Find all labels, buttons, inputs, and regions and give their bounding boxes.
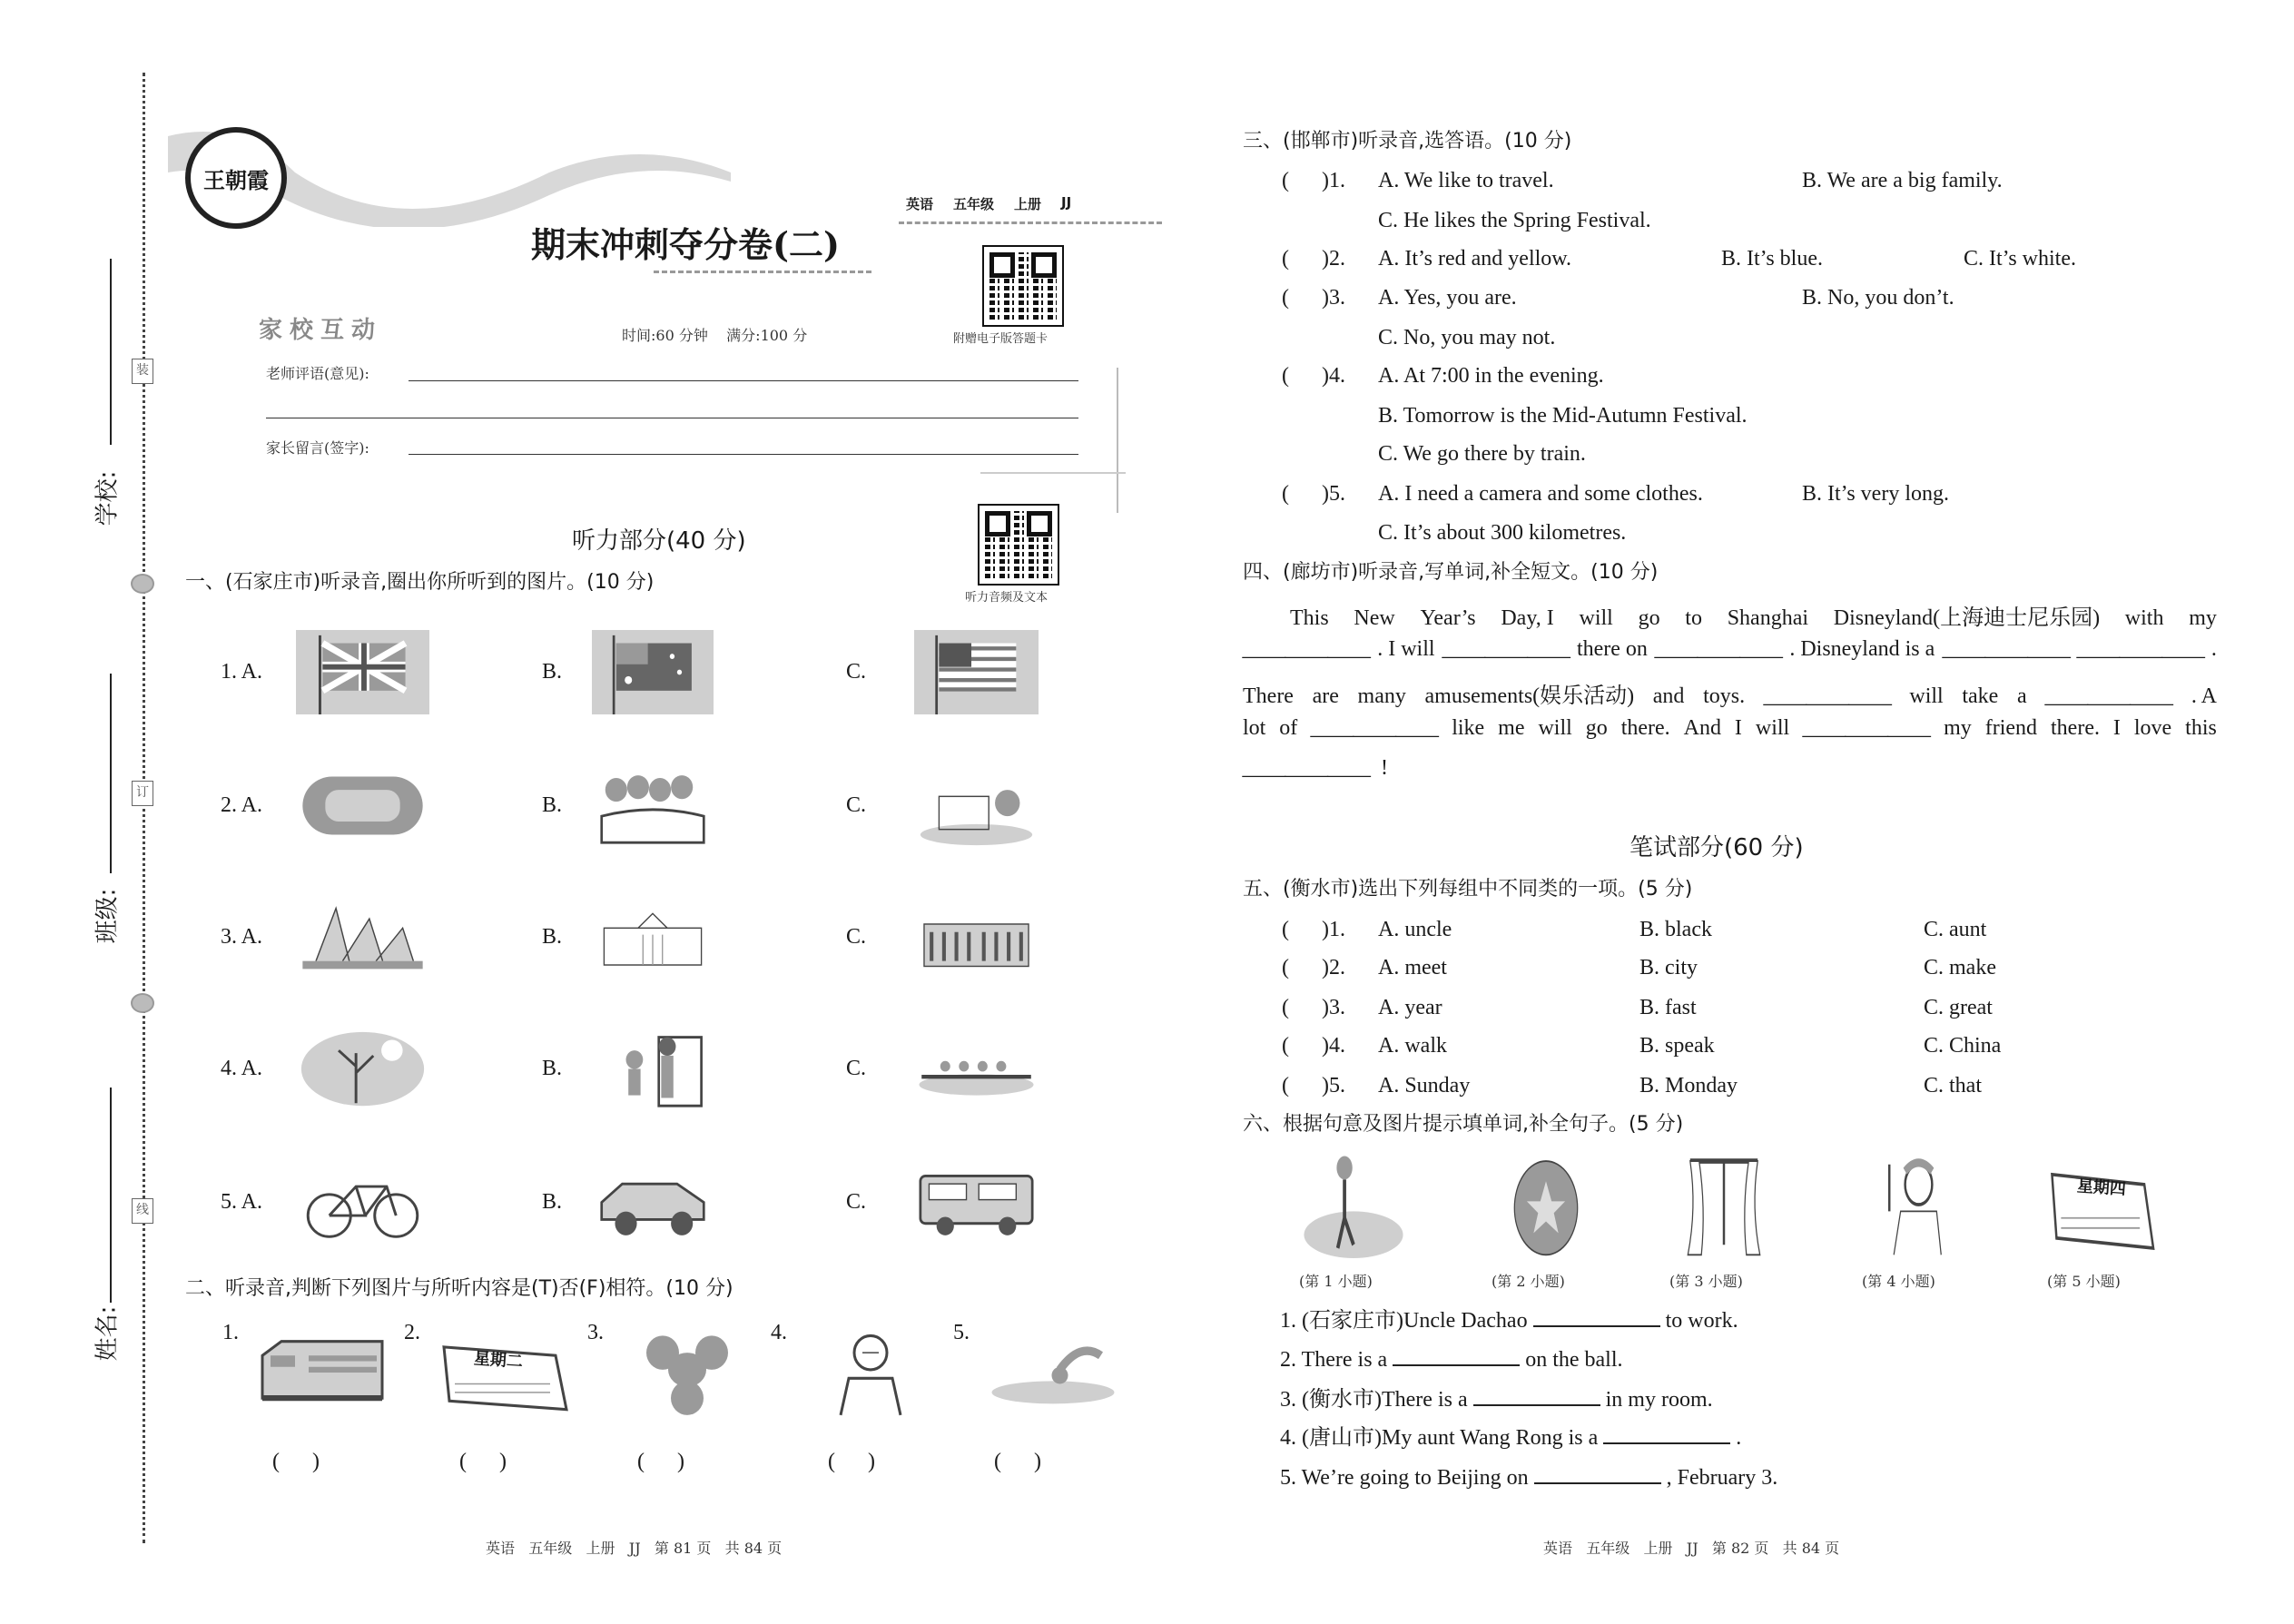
answer-parentheses: ( )3. xyxy=(1282,286,1345,310)
option-c-label: C. xyxy=(846,1057,867,1080)
answer-parentheses: ( )3. xyxy=(1282,996,1345,1019)
part4-heading: 四、(廊坊市)听录音,写单词,补全短文。(10 分) xyxy=(1243,561,1659,584)
fill-in-blank[interactable] xyxy=(1534,1462,1661,1484)
option-a-label: 5. A. xyxy=(221,1190,263,1214)
time-score-info: 时间:60 分钟 满分:100 分 xyxy=(622,327,808,344)
binding-hole-icon xyxy=(131,574,154,594)
picture-caption: (第 2 小题) xyxy=(1492,1273,1565,1290)
fill-in-blank[interactable]: ___ xyxy=(1243,637,1371,661)
tag-edition: JJ xyxy=(1061,194,1072,211)
passage-word: to xyxy=(1685,606,1702,630)
answer-card-qr-code[interactable] xyxy=(984,247,1062,325)
option-b: B. speak xyxy=(1639,1034,1715,1058)
passage-line xyxy=(1290,599,2217,631)
option-a-label: 1. A. xyxy=(221,660,263,684)
option-b-label: B. xyxy=(542,1057,563,1080)
option-b: B. We are a big family. xyxy=(1802,169,2003,192)
passage-word: there. xyxy=(2051,716,2100,740)
option-a: A. Yes, you are. xyxy=(1378,286,1517,310)
passage-line xyxy=(1243,677,2217,709)
white-house-picture[interactable] xyxy=(592,895,714,979)
option-a-label: 2. A. xyxy=(221,793,263,817)
part1-heading: 一、(石家庄市)听录音,圈出你所听到的图片。(10 分) xyxy=(185,571,655,594)
fill-in-blank[interactable] xyxy=(1393,1344,1520,1366)
school-label: 学校: xyxy=(94,470,122,527)
passage-word: Disneyland(上海迪士尼乐园) xyxy=(1833,606,2101,630)
fill-sentence xyxy=(1280,1305,1738,1334)
usa-flag-picture[interactable] xyxy=(914,630,1039,714)
passage-word: . I will xyxy=(1377,637,1435,661)
class-field-line[interactable] xyxy=(110,674,112,873)
fill-in-blank[interactable]: ___ xyxy=(1311,716,1439,740)
listening-audio-qr-code[interactable] xyxy=(980,506,1058,584)
passage-line xyxy=(1243,637,2217,662)
passage-word: Day, I xyxy=(1501,606,1554,630)
option-a: A. uncle xyxy=(1378,918,1452,941)
passage-word: And xyxy=(1683,716,1721,740)
sentence-start: 1. (石家庄市)Uncle Dachao xyxy=(1280,1309,1528,1333)
star-ball-picture[interactable] xyxy=(1490,1151,1602,1258)
item-number: 5. xyxy=(953,1321,970,1344)
sentence-start: 5. We’re going to Beijing on xyxy=(1280,1466,1529,1490)
nurse-picture[interactable] xyxy=(1860,1151,1973,1258)
tag-dash-decoration xyxy=(899,221,1162,224)
answer-parentheses: ( ) xyxy=(828,1450,875,1473)
passage-word: many xyxy=(1357,684,1406,708)
boy-walking-picture[interactable] xyxy=(1297,1151,1410,1258)
name-field-line[interactable] xyxy=(110,1088,112,1303)
fill-in-blank[interactable]: ___ xyxy=(1442,637,1570,661)
passage-word: take xyxy=(1962,684,1999,708)
picture-caption: (第 1 小题) xyxy=(1299,1273,1373,1290)
name-label: 姓名: xyxy=(94,1305,122,1362)
passage-word: I xyxy=(2112,716,2121,740)
fill-sentence xyxy=(1280,1462,1777,1491)
option-c: C. We go there by train. xyxy=(1378,442,1586,466)
book-tag xyxy=(906,194,1071,213)
answer-parentheses: ( ) xyxy=(994,1450,1041,1473)
dragon-boat-picture[interactable] xyxy=(914,1027,1039,1111)
swimmer-picture[interactable] xyxy=(985,1327,1121,1418)
fill-sentence xyxy=(1280,1422,1741,1451)
fill-in-blank[interactable]: ___ xyxy=(1243,756,1371,780)
passage-word: go xyxy=(1638,606,1660,630)
option-b: B. No, you don’t. xyxy=(1802,286,1954,310)
sydney-opera-house-picture[interactable] xyxy=(296,895,429,979)
sentence-start: 3. (衡水市)There is a xyxy=(1280,1388,1468,1412)
passage-word: love xyxy=(2133,716,2172,740)
passage-word: ! xyxy=(1381,756,1388,780)
picture-caption: (第 4 小题) xyxy=(1862,1273,1935,1290)
answer-parentheses: ( )2. xyxy=(1282,956,1345,979)
option-c-label: C. xyxy=(846,660,867,684)
option-c: C. that xyxy=(1924,1074,1982,1097)
passage-word: are xyxy=(1312,684,1339,708)
page-title: 期末冲刺夺分卷(二) xyxy=(531,224,840,265)
boys-at-door-picture[interactable] xyxy=(592,1027,714,1111)
binding-mark-xian: 线 xyxy=(132,1198,153,1224)
footer-right-page-info: 英语 五年级 上册 JJ 第 82 页 共 84 页 xyxy=(1543,1540,1840,1557)
passage-word: I xyxy=(1734,716,1742,740)
fill-in-blank[interactable]: ___ xyxy=(1655,637,1783,661)
option-c: C. He likes the Spring Festival. xyxy=(1378,209,1651,232)
logo-text: 王朝霞 xyxy=(203,166,269,193)
option-b: B. It’s very long. xyxy=(1802,482,1949,506)
sentence-end: . xyxy=(1736,1426,1742,1450)
passage-word: toys. xyxy=(1703,684,1746,708)
park-scene-picture[interactable] xyxy=(914,763,1039,848)
passage-word: with xyxy=(2124,606,2164,630)
option-b: B. fast xyxy=(1639,996,1697,1019)
train-picture[interactable] xyxy=(254,1327,390,1418)
passage-word: me xyxy=(1498,716,1525,740)
fill-sentence xyxy=(1280,1384,1713,1412)
fill-in-blank[interactable]: ___ xyxy=(2045,684,2173,708)
part2-heading: 二、听录音,判断下列图片与所听内容是(T)否(F)相符。(10 分) xyxy=(185,1277,733,1300)
option-b-label: B. xyxy=(542,1190,563,1214)
binding-dotted-line xyxy=(143,73,145,1543)
passage-word: like xyxy=(1452,716,1485,740)
option-b: B. It’s blue. xyxy=(1721,247,1823,271)
answer-parentheses: ( )2. xyxy=(1282,247,1345,271)
passage-word: of xyxy=(1279,716,1298,740)
picture-caption: (第 5 小题) xyxy=(2047,1273,2121,1290)
curtains-window-picture[interactable] xyxy=(1668,1151,1780,1258)
listening-section-title: 听力部分(40 分) xyxy=(572,527,746,555)
part3-heading: 三、(邯郸市)听录音,选答语。(10 分) xyxy=(1243,130,1572,153)
passage-word: amusements(娱乐活动) xyxy=(1424,684,1635,708)
passage-word: will xyxy=(1538,716,1572,740)
calendar-weekday-text: 星期四 xyxy=(2075,1176,2127,1199)
passage-word: there on xyxy=(1576,637,1648,661)
passage-word: will xyxy=(1909,684,1944,708)
title-dash-decoration xyxy=(654,271,871,273)
class-label: 班级: xyxy=(94,888,122,944)
option-a: A. It’s red and yellow. xyxy=(1378,247,1572,271)
passage-word: . xyxy=(2210,637,2217,661)
answer-parentheses: ( )1. xyxy=(1282,918,1345,941)
passage-word: . A xyxy=(2191,684,2217,708)
moon-tree-picture[interactable] xyxy=(296,1027,429,1111)
option-a: A. year xyxy=(1378,996,1442,1019)
teacher-comment-label: 老师评语(意见): xyxy=(266,365,369,382)
sentence-end: , February 3. xyxy=(1666,1466,1778,1490)
australia-flag-picture[interactable] xyxy=(592,630,714,714)
qr-answer-caption: 附赠电子版答题卡 xyxy=(953,332,1049,346)
sentence-end: on the ball. xyxy=(1525,1348,1623,1372)
option-c: C. make xyxy=(1924,956,1996,979)
passage-word: There xyxy=(1243,684,1294,708)
passage-word: . Disneyland is a xyxy=(1789,637,1935,661)
answer-parentheses: ( )5. xyxy=(1282,482,1345,506)
answer-parentheses: ( )4. xyxy=(1282,1034,1345,1058)
answer-parentheses: ( )4. xyxy=(1282,364,1345,388)
sentence-start: 2. There is a xyxy=(1280,1348,1388,1372)
bicycle-picture[interactable] xyxy=(296,1160,429,1245)
passage-word: there. xyxy=(1620,716,1670,740)
passage-line xyxy=(1243,756,1388,781)
option-a: A. walk xyxy=(1378,1034,1447,1058)
option-a: A. meet xyxy=(1378,956,1447,979)
answer-parentheses: ( )1. xyxy=(1282,169,1345,192)
frame-line xyxy=(980,472,1126,474)
item-number: 1. xyxy=(222,1321,239,1344)
option-c: C. China xyxy=(1924,1034,2002,1058)
fill-in-blank[interactable] xyxy=(1603,1422,1730,1444)
passage-word: a xyxy=(2016,684,2027,708)
option-c-label: C. xyxy=(846,1190,867,1214)
passage-word: lot xyxy=(1243,716,1266,740)
passage-word: will xyxy=(1755,716,1790,740)
passage-word: will xyxy=(1579,606,1613,630)
listening-qr-caption: 听力音频及文本 xyxy=(965,591,1049,605)
passage-word: This xyxy=(1290,606,1329,630)
binding-mark-ding: 订 xyxy=(132,781,153,806)
tag-volume: 上册 xyxy=(1014,196,1042,212)
option-c-label: C. xyxy=(846,925,867,949)
picture-caption: (第 3 小题) xyxy=(1669,1273,1743,1290)
option-a: A. We like to travel. xyxy=(1378,169,1554,192)
car-picture[interactable] xyxy=(592,1160,714,1245)
writing-section-title: 笔试部分(60 分) xyxy=(1629,834,1804,861)
answer-parentheses: ( ) xyxy=(272,1450,320,1473)
fill-in-blank[interactable] xyxy=(1533,1305,1660,1327)
answer-parentheses: ( )5. xyxy=(1282,1074,1345,1097)
part6-heading: 六、根据句意及图片提示填单词,补全句子。(5 分) xyxy=(1243,1113,1684,1136)
option-b-label: B. xyxy=(542,925,563,949)
binding-hole-icon xyxy=(131,993,154,1013)
parent-comment-label: 家长留言(签字): xyxy=(266,439,369,457)
footer-left-page-info: 英语 五年级 上册 JJ 第 81 页 共 84 页 xyxy=(486,1540,783,1557)
uk-flag-picture[interactable] xyxy=(296,630,429,714)
passage-word: Year’s xyxy=(1420,606,1476,630)
fill-in-blank[interactable]: ___ xyxy=(2076,637,2205,661)
option-a-label: 4. A. xyxy=(221,1057,263,1080)
option-c: C. It’s about 300 kilometres. xyxy=(1378,521,1627,545)
part5-heading: 五、(衡水市)选出下列每组中不同类的一项。(5 分) xyxy=(1243,878,1693,901)
sentence-end: in my room. xyxy=(1605,1388,1713,1412)
home-school-banner: 家校互动 xyxy=(259,317,383,344)
option-c: C. It’s white. xyxy=(1964,247,2076,271)
parent-comment-line[interactable] xyxy=(409,454,1078,455)
tag-grade: 五年级 xyxy=(953,196,995,212)
item-number: 4. xyxy=(771,1321,787,1344)
sports-track-picture[interactable] xyxy=(296,763,429,848)
mouse-picture[interactable] xyxy=(619,1327,755,1418)
calendar-picture[interactable] xyxy=(2045,1151,2158,1258)
buckingham-palace-picture[interactable] xyxy=(914,895,1039,979)
passage-line xyxy=(1243,716,2217,741)
option-b: B. black xyxy=(1639,918,1712,941)
passage-word: and xyxy=(1652,684,1685,708)
passage-word: friend xyxy=(1984,716,2038,740)
option-b-label: B. xyxy=(542,793,563,817)
tag-subject: 英语 xyxy=(906,196,934,212)
doctor-picture[interactable] xyxy=(802,1327,939,1418)
children-eating-picture[interactable] xyxy=(592,763,714,848)
binding-mark-zhuang: 装 xyxy=(132,359,153,384)
option-a-label: 3. A. xyxy=(221,925,263,949)
passage-word: Shanghai xyxy=(1727,606,1809,630)
passage-word: my xyxy=(1944,716,1972,740)
option-a: A. At 7:00 in the evening. xyxy=(1378,364,1604,388)
passage-word: this xyxy=(2185,716,2217,740)
option-b: B. Tomorrow is the Mid-Autumn Festival. xyxy=(1378,404,1748,428)
calendar-weekday-text: 星期二 xyxy=(473,1349,524,1372)
item-number: 2. xyxy=(404,1321,420,1344)
option-b: B. Monday xyxy=(1639,1074,1738,1097)
bus-picture[interactable] xyxy=(914,1160,1039,1245)
passage-word: my xyxy=(2189,606,2217,630)
item-number: 3. xyxy=(587,1321,604,1344)
answer-parentheses: ( ) xyxy=(637,1450,684,1473)
publisher-logo xyxy=(185,127,287,229)
fill-sentence xyxy=(1280,1344,1623,1373)
fill-in-blank[interactable]: ___ xyxy=(1803,716,1931,740)
option-a: A. Sunday xyxy=(1378,1074,1471,1097)
option-c: C. No, you may not. xyxy=(1378,326,1556,349)
option-c: C. aunt xyxy=(1924,918,1987,941)
fill-in-blank[interactable]: ___ xyxy=(1763,684,1892,708)
answer-parentheses: ( ) xyxy=(459,1450,507,1473)
passage-word: New xyxy=(1354,606,1395,630)
option-c: C. great xyxy=(1924,996,1993,1019)
sentence-start: 4. (唐山市)My aunt Wang Rong is a xyxy=(1280,1426,1599,1450)
fill-in-blank[interactable]: ___ xyxy=(1942,637,2070,661)
sentence-end: to work. xyxy=(1665,1309,1738,1333)
frame-line xyxy=(1117,368,1118,513)
teacher-comment-line[interactable] xyxy=(409,380,1078,381)
calendar-picture[interactable] xyxy=(436,1327,572,1418)
passage-word: go xyxy=(1585,716,1608,740)
option-b-label: B. xyxy=(542,660,563,684)
option-a: A. I need a camera and some clothes. xyxy=(1378,482,1703,506)
fill-in-blank[interactable] xyxy=(1473,1384,1600,1406)
school-field-line[interactable] xyxy=(110,259,112,445)
option-b: B. city xyxy=(1639,956,1698,979)
option-c-label: C. xyxy=(846,793,867,817)
